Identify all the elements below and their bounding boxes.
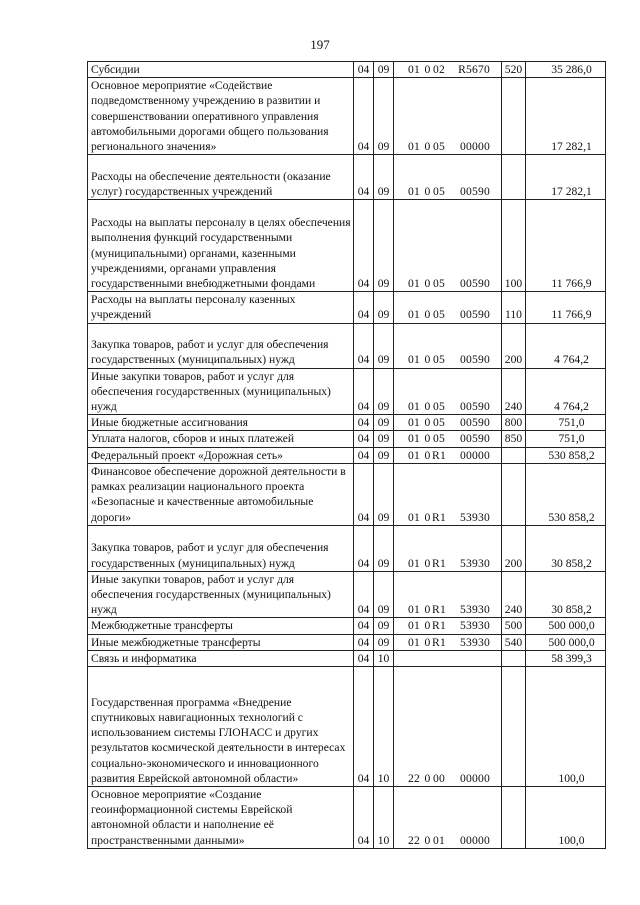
section-code-cell: 04 [354,447,374,463]
direction-code: 00590 [460,185,490,199]
expense-type-cell [502,787,526,849]
expense-type-cell: 200 [502,525,526,571]
table-row [88,667,606,787]
subsection-code-cell: 09 [374,200,394,292]
table-row [88,200,606,292]
direction-code: 00590 [460,432,490,446]
table-row [88,368,606,415]
direction-code: 00590 [460,277,490,291]
expense-name-cell: Межбюджетные трансферты [88,618,354,634]
direction-code: 53930 [460,603,490,617]
amount-cell: 100,0 [526,787,606,849]
subsection-code-cell: 10 [374,667,394,787]
target-article-cell [394,368,502,415]
amount-cell: 11 766,9 [526,200,606,292]
budget-table [87,61,606,849]
direction-code: 00590 [460,353,490,367]
program-code: 22 [408,833,420,847]
amount-cell: 751,0 [526,431,606,447]
section-code-cell: 04 [354,618,374,634]
expense-type-cell: 500 [502,618,526,634]
subsection-code-cell: 09 [374,368,394,415]
target-article-cell [394,787,502,849]
amount-cell: 17 282,1 [526,78,606,155]
target-article-cell [394,62,502,78]
subprogram-code: 0 [424,400,431,414]
activity-code: R1 [432,619,446,633]
program-code: 01 [408,416,420,430]
program-code: 01 [408,277,420,291]
subprogram-code: 0 [424,448,431,462]
program-code: 01 [408,448,420,462]
activity-code: 05 [433,308,445,322]
subprogram-code: 0 [424,63,431,76]
direction-code: 00000 [460,448,490,462]
program-code: 01 [408,432,420,446]
table-row [88,323,606,368]
subsection-code-cell: 09 [374,155,394,200]
expense-type-cell: 240 [502,571,526,618]
expense-name-cell: Иные межбюджетные трансферты [88,634,354,650]
expense-type-cell: 800 [502,415,526,431]
subsection-code-cell: 09 [374,463,394,525]
direction-code: 53930 [460,510,490,524]
expense-type-cell [502,463,526,525]
target-article-cell [394,667,502,787]
direction-code: R5670 [458,63,490,76]
expense-type-cell [502,447,526,463]
subprogram-code: 0 [424,416,431,430]
expense-type-cell: 200 [502,323,526,368]
expense-type-cell: 520 [502,62,526,78]
subprogram-code: 0 [424,140,431,154]
table-row [88,571,606,618]
activity-code: 05 [433,400,445,414]
subprogram-code: 0 [424,619,431,633]
direction-code: 00000 [460,771,490,785]
subprogram-code: 0 [424,353,431,367]
amount-cell: 4 764,2 [526,368,606,415]
section-code-cell: 04 [354,634,374,650]
subprogram-code: 0 [424,556,431,570]
target-article-cell [394,155,502,200]
subprogram-code: 0 [424,603,431,617]
target-article-cell [394,292,502,323]
expense-name-cell: Иные закупки товаров, работ и услуг для обеспечения государственных (муниципальных) нужд [88,368,354,415]
amount-cell: 100,0 [526,667,606,787]
target-article-cell [394,650,502,666]
subsection-code-cell: 09 [374,78,394,155]
direction-code: 00590 [460,400,490,414]
section-code-cell: 04 [354,78,374,155]
subprogram-code: 0 [424,308,431,322]
target-article-cell [394,618,502,634]
subsection-code-cell: 09 [374,447,394,463]
expense-name-cell: Связь и информатика [88,650,354,666]
direction-code: 00000 [460,140,490,154]
table-row [88,62,606,78]
amount-cell: 17 282,1 [526,155,606,200]
expense-type-cell [502,667,526,787]
activity-code: 00 [433,771,445,785]
subprogram-code: 0 [424,510,431,524]
expense-name-cell: Расходы на выплаты персоналу в целях обеспечения выполнения функций государственными (муниципальными) органами, казенными учреждениями, органами управления государственными внебюджетными фондами [88,200,354,292]
amount-cell: 530 858,2 [526,447,606,463]
amount-cell: 30 858,2 [526,525,606,571]
section-code-cell: 04 [354,155,374,200]
table-row [88,463,606,525]
expense-name-cell: Основное мероприятие «Содействие подведомственному учреждению в развитии и совершенствовании оперативного управления автомобильными дорогами общего пользования регионального значения» [88,78,354,155]
subprogram-code: 0 [424,635,431,649]
section-code-cell: 04 [354,415,374,431]
table-row [88,431,606,447]
activity-code: R1 [432,448,446,462]
expense-type-cell: 110 [502,292,526,323]
amount-cell: 30 858,2 [526,571,606,618]
table-row [88,618,606,634]
program-code: 01 [408,556,420,570]
target-article-cell [394,634,502,650]
program-code: 01 [408,510,420,524]
section-code-cell: 04 [354,431,374,447]
target-article-cell [394,200,502,292]
activity-code: 05 [433,140,445,154]
target-article-cell [394,431,502,447]
table-row [88,447,606,463]
expense-name-cell: Основное мероприятие «Создание геоинформационной системы Еврейской автономной области и наполнение её пространственными данными» [88,787,354,849]
subsection-code-cell: 09 [374,525,394,571]
subsection-code-cell: 09 [374,62,394,78]
table-row [88,634,606,650]
program-code: 01 [408,619,420,633]
subsection-code-cell: 09 [374,415,394,431]
subprogram-code: 0 [424,833,431,847]
activity-code: 01 [433,833,445,847]
expense-name-cell: Расходы на обеспечение деятельности (оказание услуг) государственных учреждений [88,155,354,200]
section-code-cell: 04 [354,787,374,849]
expense-name-cell: Закупка товаров, работ и услуг для обеспечения государственных (муниципальных) нужд [88,525,354,571]
table-row [88,787,606,849]
program-code: 01 [408,603,420,617]
activity-code: 05 [433,277,445,291]
expense-name-cell: Федеральный проект «Дорожная сеть» [88,447,354,463]
table-row [88,78,606,155]
subsection-code-cell: 10 [374,650,394,666]
section-code-cell: 04 [354,571,374,618]
table-row [88,650,606,666]
expense-name-cell: Субсидии [88,62,354,78]
program-code: 01 [408,140,420,154]
amount-cell: 58 399,3 [526,650,606,666]
program-code: 01 [408,400,420,414]
expense-name-cell: Уплата налогов, сборов и иных платежей [88,431,354,447]
expense-name-cell: Финансовое обеспечение дорожной деятельности в рамках реализации национального проекта «Безопасные и качественные автомобильные дороги» [88,463,354,525]
activity-code: 05 [433,353,445,367]
subsection-code-cell: 09 [374,618,394,634]
amount-cell: 500 000,0 [526,634,606,650]
target-article-cell [394,415,502,431]
subsection-code-cell: 09 [374,634,394,650]
activity-code: 05 [433,432,445,446]
section-code-cell: 04 [354,323,374,368]
amount-cell: 500 000,0 [526,618,606,634]
expense-type-cell: 540 [502,634,526,650]
amount-cell: 11 766,9 [526,292,606,323]
section-code-cell: 04 [354,650,374,666]
activity-code: R1 [432,510,446,524]
section-code-cell: 04 [354,62,374,78]
expense-name-cell: Государственная программа «Внедрение спутниковых навигационных технологий с использованием системы ГЛОНАСС и других результатов космической деятельности в интересах социально-экономического и инновационного развития Еврейской автономной области» [88,667,354,787]
expense-type-cell: 850 [502,431,526,447]
expense-type-cell [502,78,526,155]
subprogram-code: 0 [424,432,431,446]
section-code-cell: 04 [354,368,374,415]
target-article-cell [394,525,502,571]
activity-code: 05 [433,416,445,430]
expense-type-cell: 100 [502,200,526,292]
table-row [88,292,606,323]
expense-name-cell: Иные бюджетные ассигнования [88,415,354,431]
activity-code: R1 [432,603,446,617]
direction-code: 00590 [460,308,490,322]
activity-code: 05 [433,185,445,199]
section-code-cell: 04 [354,292,374,323]
program-code: 01 [408,635,420,649]
expense-type-cell [502,155,526,200]
program-code: 01 [408,63,420,76]
subsection-code-cell: 09 [374,571,394,618]
budget-table-body [88,62,606,849]
target-article-cell [394,571,502,618]
expense-name-cell: Расходы на выплаты персоналу казенных учреждений [88,292,354,323]
program-code: 01 [408,308,420,322]
expense-type-cell [502,650,526,666]
table-row [88,155,606,200]
amount-cell: 530 858,2 [526,463,606,525]
program-code: 22 [408,771,420,785]
target-article-cell [394,323,502,368]
program-code: 01 [408,185,420,199]
subprogram-code: 0 [424,277,431,291]
expense-name-cell: Иные закупки товаров, работ и услуг для обеспечения государственных (муниципальных) нужд [88,571,354,618]
section-code-cell: 04 [354,525,374,571]
section-code-cell: 04 [354,463,374,525]
target-article-cell [394,463,502,525]
program-code: 01 [408,353,420,367]
amount-cell: 35 286,0 [526,62,606,78]
subsection-code-cell: 09 [374,292,394,323]
subsection-code-cell: 09 [374,431,394,447]
activity-code: R1 [432,635,446,649]
subsection-code-cell: 09 [374,323,394,368]
amount-cell: 4 764,2 [526,323,606,368]
activity-code: R1 [432,556,446,570]
expense-name-cell: Закупка товаров, работ и услуг для обеспечения государственных (муниципальных) нужд [88,323,354,368]
direction-code: 53930 [460,619,490,633]
subprogram-code: 0 [424,185,431,199]
section-code-cell: 04 [354,200,374,292]
direction-code: 53930 [460,635,490,649]
target-article-cell [394,78,502,155]
page-number: 197 [310,37,330,52]
table-row [88,525,606,571]
subsection-code-cell: 10 [374,787,394,849]
expense-type-cell: 240 [502,368,526,415]
activity-code: 02 [433,63,445,76]
target-article-cell [394,447,502,463]
direction-code: 00590 [460,416,490,430]
amount-cell: 751,0 [526,415,606,431]
direction-code: 00000 [460,833,490,847]
direction-code: 53930 [460,556,490,570]
table-row [88,415,606,431]
subprogram-code: 0 [424,771,431,785]
section-code-cell: 04 [354,667,374,787]
